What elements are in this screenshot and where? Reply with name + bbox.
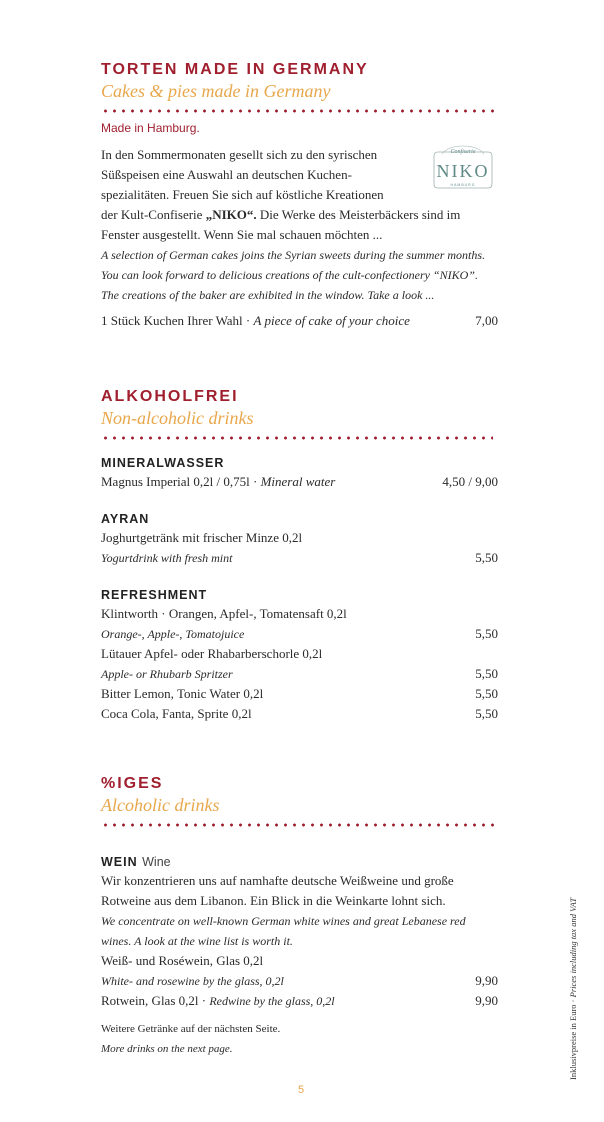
item-price: 5,50: [475, 626, 498, 641]
subsection-heading: REFRESHMENT: [101, 588, 208, 602]
menu-item: [101, 624, 498, 644]
logo-bottom-text: HAMBURG: [450, 183, 476, 187]
item-label: Klintworth · Orangen, Apfel-, Tomatensaft 0,2l: [101, 606, 347, 621]
menu-item: [101, 684, 498, 704]
section-torten: [101, 60, 498, 331]
section-title: TORTEN MADE IN GERMANY: [101, 61, 369, 78]
section-subtitle: Cakes & pies made in Germany: [101, 81, 331, 101]
dotted-divider: [101, 109, 498, 113]
section-title: ALKOHOLFREI: [101, 388, 239, 405]
item-de: 1 Stück Kuchen Ihrer Wahl ·: [101, 313, 254, 328]
intro-en-line: You can look forward to delicious creations of the cult-confectionery “NIKO”.: [101, 268, 478, 282]
item-label: [101, 472, 335, 492]
section-subtitle: Alcoholic drinks: [101, 795, 220, 815]
menu-item: [101, 311, 498, 331]
intro-en-line: A selection of German cakes joins the Syrian sweets during the summer months.: [101, 248, 486, 262]
item-label: [101, 311, 410, 331]
dotted-divider: [101, 436, 493, 440]
section-subtitle: Non-alcoholic drinks: [101, 408, 254, 428]
menu-item: [101, 704, 498, 724]
niko-logo: [428, 142, 498, 198]
wine-intro-en-line: We concentrate on well-known German white wines and great Lebanese red: [101, 914, 466, 928]
item-en: Yogurtdrink with fresh mint: [101, 551, 233, 565]
item-price: 4,50 / 9,00: [442, 474, 498, 489]
more-drinks-note-en: More drinks on the next page.: [101, 1043, 233, 1055]
section-alkoholfrei: [101, 387, 498, 724]
item-price: 7,00: [475, 313, 498, 328]
item-en: Orange-, Apple-, Tomatojuice: [101, 627, 245, 641]
item-en: White- and rosewine by the glass, 0,2l: [101, 974, 284, 988]
item-label: Coca Cola, Fanta, Sprite 0,2l: [101, 706, 252, 721]
subsection-heading: MINERALWASSER: [101, 456, 225, 470]
item-en: Mineral water: [260, 474, 336, 489]
section-iges: [101, 774, 498, 1059]
item-price: 5,50: [475, 706, 498, 721]
wine-intro-en-line: wines. A look at the wine list is worth it.: [101, 934, 293, 948]
intro-line: Süßspeisen eine Auswahl an deutschen Kuchen-: [101, 167, 352, 182]
intro-line: [101, 205, 498, 225]
item-price: 5,50: [475, 686, 498, 701]
menu-item: [101, 664, 498, 684]
item-label: Joghurtgetränk mit frischer Minze 0,2l: [101, 530, 303, 545]
more-drinks-note: Weitere Getränke auf der nächsten Seite.: [101, 1023, 281, 1035]
item-price: 9,90: [475, 973, 498, 988]
text-fragment: der Kult-Confiserie: [101, 207, 206, 222]
item-price: 9,90: [475, 993, 498, 1008]
wein-subheading: Wine: [142, 855, 171, 869]
logo-main-text: NIKO: [436, 161, 490, 181]
subsection-heading: AYRAN: [101, 512, 150, 526]
item-label: Bitter Lemon, Tonic Water 0,2l: [101, 686, 264, 701]
item-label: Lütauer Apfel- oder Rhabarberschorle 0,2l: [101, 646, 323, 661]
section-title: %IGES: [101, 775, 164, 792]
intro-line: In den Sommermonaten gesellt sich zu den syrischen: [101, 147, 378, 162]
logo-top-text: Confiserie: [450, 149, 476, 155]
subsection-heading: [101, 853, 498, 871]
price-note-en: Prices including tax and VAT: [568, 897, 578, 998]
made-in-label: Made in Hamburg.: [101, 121, 200, 135]
menu-item: [101, 971, 498, 991]
wine-intro-line: Rotweine aus dem Libanon. Ein Blick in die Weinkarte lohnt sich.: [101, 893, 446, 908]
page-number: 5: [298, 1084, 305, 1096]
item-en: Apple- or Rhubarb Spritzer: [101, 667, 233, 681]
item-de: Rotwein, Glas 0,2l ·: [101, 993, 210, 1008]
intro-line: spezialitäten. Freuen Sie sich auf köstliche Kreationen: [101, 187, 384, 202]
niko-brand-text: „NIKO“.: [205, 207, 257, 222]
intro-en-line: The creations of the baker are exhibited in the window. Take a look ...: [101, 288, 435, 302]
text-fragment: Die Werke des Meisterbäckers sind im: [256, 207, 461, 222]
menu-page: [101, 60, 498, 1059]
item-price: 5,50: [475, 666, 498, 681]
intro-line: Fenster ausgestellt. Wenn Sie mal schauen möchten ...: [101, 227, 383, 242]
menu-item: [101, 472, 498, 492]
item-label: Weiß- und Roséwein, Glas 0,2l: [101, 953, 264, 968]
price-note: [568, 898, 578, 1080]
dotted-divider: [101, 823, 498, 827]
item-en: A piece of cake of your choice: [253, 313, 410, 328]
item-en: Redwine by the glass, 0,2l: [209, 994, 335, 1008]
price-note-de: Inklusivpreise in Euro ·: [568, 997, 578, 1080]
wein-heading: WEIN: [101, 855, 138, 869]
menu-item: [101, 991, 498, 1011]
item-label: [101, 991, 335, 1011]
item-price: 5,50: [475, 550, 498, 565]
wine-intro-line: Wir konzentrieren uns auf namhafte deutsche Weißweine und große: [101, 873, 454, 888]
item-de: Magnus Imperial 0,2l / 0,75l ·: [101, 474, 261, 489]
menu-item: [101, 548, 498, 568]
